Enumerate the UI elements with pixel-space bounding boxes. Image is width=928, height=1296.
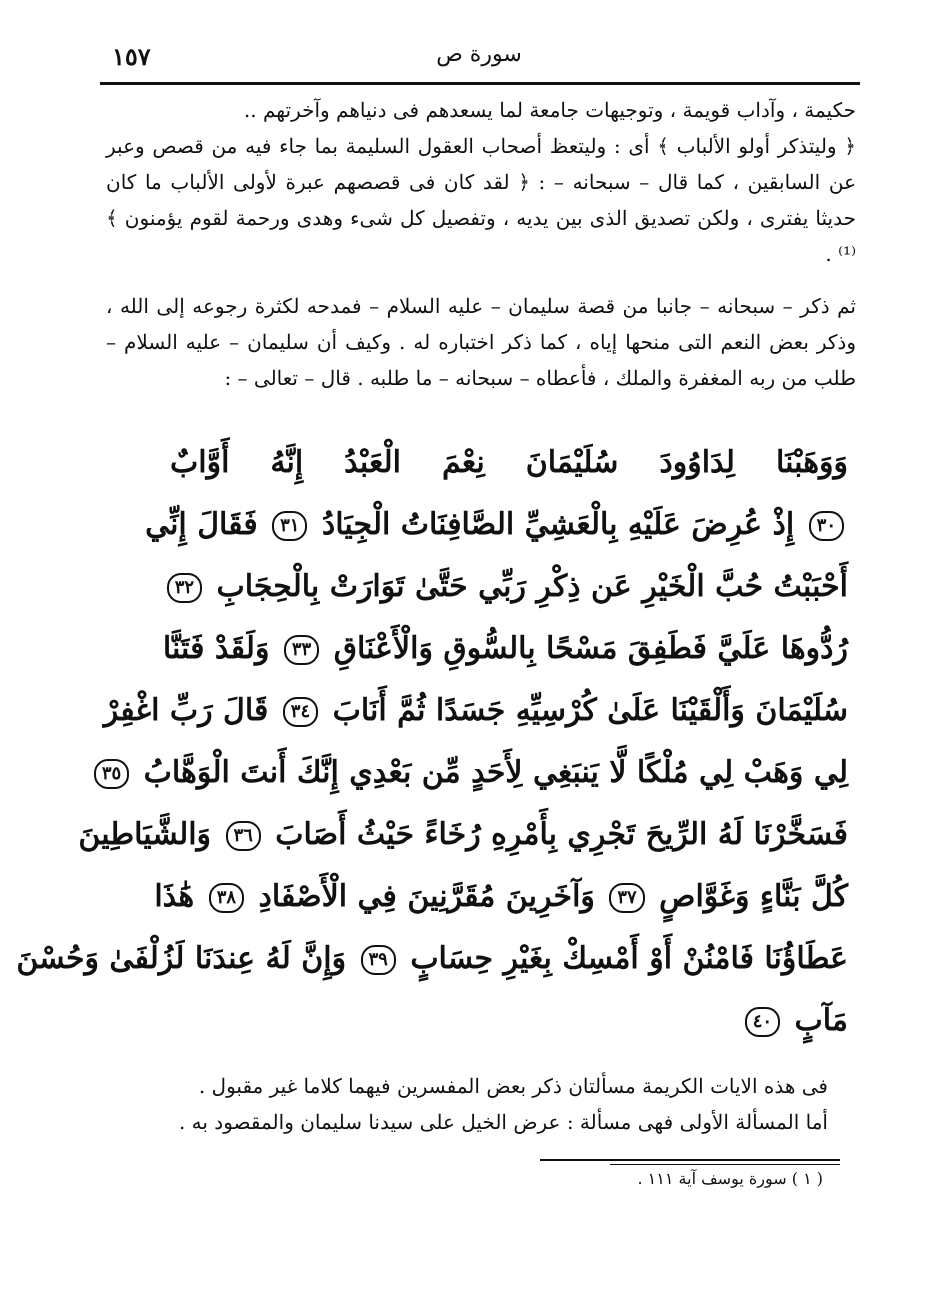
verse-number-marker: ٣٠: [809, 511, 844, 541]
verse-line-7: [78, 804, 848, 866]
paragraph-1: حكيمة ، وآداب قويمة ، وتوجيهات جامعة لما يسعدهم فى دنياهم وآخرتهم ..: [243, 98, 856, 122]
commentary-text: [106, 92, 856, 412]
footnote-rule: [540, 1159, 840, 1161]
verse-line-9: [16, 928, 848, 990]
verse-text: وَلَقَدْ فَتَنَّا: [162, 631, 270, 666]
verse-text: سُلَيْمَانَ وَأَلْقَيْنَا عَلَىٰ كُرْسِيِّهِ جَسَدًا ثُمَّ أَنَابَ: [332, 693, 848, 728]
header-rule: [100, 82, 860, 85]
post-verse-text: [110, 1068, 828, 1140]
paragraph-2: ﴿ وليتذكر أولو الألباب ﴾ أى : وليتعظ أصحاب العقول السليمة بما جاء فيه من قصص وعبر عن السابقين ، كما قال – سبحانه – : ﴿ لقد كان فى قصصهم عبرة لأولى الألباب ما كان حديثا يفترى ، ولكن تصديق الذى بين يديه ، وتفصيل كل شىء وهدى ورحمة لقوم يؤمنون ﴾⁽¹⁾ .: [106, 134, 856, 266]
verse-text: وَوَهَبْنَا لِدَاوُودَ سُلَيْمَانَ نِعْمَ الْعَبْدُ إِنَّهُ أَوَّابٌ: [170, 445, 848, 480]
verse-text: إِذْ عُرِضَ عَلَيْهِ بِالْعَشِيِّ الصَّافِنَاتُ الْجِيَادُ: [321, 507, 795, 542]
verse-text: فَقَالَ إِنِّي: [145, 507, 258, 542]
verse-number-marker: ٣٥: [94, 759, 129, 789]
verse-text: وَآخَرِينَ مُقَرَّنِينَ فِي الْأَصْفَادِ: [258, 879, 595, 914]
verse-number-marker: ٣١: [272, 511, 307, 541]
verse-line-8: [154, 866, 848, 928]
verse-text: مَآبٍ: [794, 1003, 848, 1038]
verse-line-10: [170, 990, 848, 1052]
verse-number-marker: ٣٤: [283, 697, 318, 727]
verse-number-marker: ٣٨: [209, 883, 244, 913]
verse-text: عَطَاؤُنَا فَامْنُنْ أَوْ أَمْسِكْ بِغَيْرِ حِسَابٍ: [410, 941, 848, 976]
footnote: ( ١ ) سورة يوسف آية ١١١ .: [637, 1169, 823, 1188]
verse-number-marker: ٤٠: [745, 1007, 780, 1037]
verse-line-2: [145, 494, 848, 556]
verse-number-marker: ٣٩: [361, 945, 396, 975]
paragraph-4: فى هذه الايات الكريمة مسألتان ذكر بعض المفسرين فيهما كلاما غير مقبول .: [198, 1074, 828, 1098]
verse-number-marker: ٣٢: [167, 573, 202, 603]
verse-text: قَالَ رَبِّ اغْفِرْ: [103, 693, 269, 728]
verse-text: لِي وَهَبْ لِي مُلْكًا لَّا يَنبَغِي لِأَحَدٍ مِّن بَعْدِي إِنَّكَ أَنتَ الْوَهَّابُ: [143, 755, 848, 790]
verse-text: رُدُّوهَا عَلَيَّ فَطَفِقَ مَسْحًا بِالسُّوقِ وَالْأَعْنَاقِ: [333, 631, 848, 666]
verse-text: كُلَّ بَنَّاءٍ وَغَوَّاصٍ: [659, 879, 848, 914]
verse-line-4: [162, 618, 848, 680]
paragraph-5: أما المسألة الأولى فهى مسألة : عرض الخيل على سيدنا سليمان والمقصود به .: [178, 1110, 828, 1134]
verse-number-marker: ٣٧: [609, 883, 644, 913]
verse-text: فَسَخَّرْنَا لَهُ الرِّيحَ تَجْرِي بِأَمْرِهِ رُخَاءً حَيْثُ أَصَابَ: [275, 817, 848, 852]
verse-text: وَإِنَّ لَهُ عِندَنَا لَزُلْفَىٰ وَحُسْنَ: [16, 941, 347, 976]
surah-title: سورة ص: [436, 42, 522, 67]
verse-text: هَٰذَا: [154, 879, 195, 914]
verse-line-6: [101, 742, 848, 804]
verse-line-5: [103, 680, 848, 742]
verse-number-marker: ٣٦: [226, 821, 261, 851]
page-number: ١٥٧: [112, 42, 151, 71]
page-header: [100, 30, 858, 86]
verse-text: وَالشَّيَاطِينَ: [78, 817, 212, 852]
verse-line-3: [170, 556, 848, 618]
footnote-rule-secondary: [610, 1164, 840, 1165]
verse-line-1: [170, 432, 848, 494]
verse-number-marker: ٣٣: [284, 635, 319, 665]
verse-text: أَحْبَبْتُ حُبَّ الْخَيْرِ عَن ذِكْرِ رَبِّي حَتَّىٰ تَوَارَتْ بِالْحِجَابِ: [216, 569, 848, 604]
paragraph-3: ثم ذكر – سبحانه – جانبا من قصة سليمان – عليه السلام – فمدحه لكثرة رجوعه إلى الله ، وذكر بعض النعم التى منحها إياه ، كما ذكر اختباره له . وكيف أن سليمان – عليه السلام – طلب من ربه المغفرة والملك ، فأعطاه – سبحانه – ما طلبه . قال – تعالى – :: [106, 294, 856, 390]
quran-verses: [16, 432, 848, 1072]
